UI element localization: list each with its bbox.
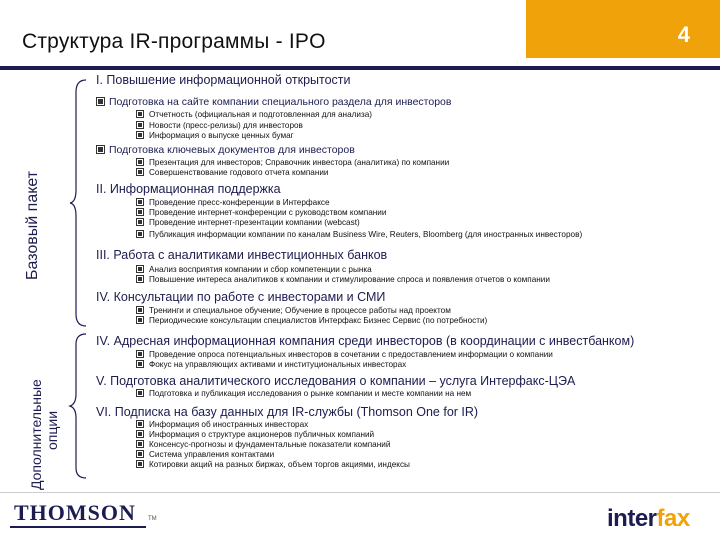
checkbox-bullet-icon — [136, 360, 144, 368]
item-text: Анализ восприятия компании и сбор компетенции с рынка — [149, 265, 372, 274]
section-heading — [96, 73, 351, 87]
checkbox-bullet-icon — [136, 158, 144, 166]
section-heading — [96, 290, 385, 304]
list-item — [136, 168, 329, 177]
checkbox-bullet-icon — [136, 198, 144, 206]
header-divider — [0, 66, 720, 70]
interfax-logo — [607, 505, 690, 533]
checkbox-bullet-icon — [136, 131, 144, 139]
item-text: Проведение интернет-конференции с руководством компании — [149, 208, 387, 217]
list-item — [136, 198, 330, 207]
slide-title: Структура IR-программы - IPO — [22, 30, 326, 53]
item-text: Тренинги и специальное обучение; Обучение в процессе работы над проектом — [149, 306, 451, 315]
optional-label-line2: опции — [44, 410, 60, 450]
list-item — [136, 218, 360, 227]
section-heading — [96, 374, 575, 388]
checkbox-bullet-icon — [96, 97, 105, 106]
list-item — [136, 440, 390, 449]
list-item — [136, 450, 274, 459]
item-text: IV. Адресная информационная компания среди инвесторов (в координации с инвестбанком) — [96, 334, 635, 348]
checkbox-bullet-icon — [136, 275, 144, 283]
checkbox-bullet-icon — [136, 350, 144, 358]
item-text: Подготовка на сайте компании специального раздела для инвесторов — [109, 96, 452, 108]
list-item — [136, 158, 449, 167]
section-heading — [96, 248, 387, 262]
list-item — [136, 275, 550, 284]
checkbox-bullet-icon — [136, 208, 144, 216]
list-item — [136, 121, 303, 130]
item-text: Подготовка и публикация исследования о рынке компании и месте компании на нем — [149, 389, 472, 398]
checkbox-bullet-icon — [136, 420, 144, 428]
checkbox-bullet-icon — [136, 218, 144, 226]
item-text: Котировки акций на разных биржах, объем торгов акциями, индексы — [149, 460, 410, 469]
checkbox-bullet-icon — [136, 230, 144, 238]
item-text: Презентация для инвесторов; Справочник инвестора (аналитика) по компании — [149, 158, 450, 167]
checkbox-bullet-icon — [136, 121, 144, 129]
thomson-logo: THOMSON — [14, 500, 136, 525]
optional-brace — [68, 332, 88, 480]
thomson-logo-underline — [10, 526, 146, 528]
checkbox-bullet-icon — [136, 110, 144, 118]
optional-label-line1: Дополнительные — [28, 379, 44, 490]
checkbox-bullet-icon — [136, 440, 144, 448]
list-item — [136, 110, 372, 119]
item-text: Информация о выпуске ценных бумаг — [149, 131, 294, 140]
list-item — [136, 316, 487, 325]
item-text: Консенсус-прогнозы и фундаментальные показатели компаний — [149, 440, 391, 449]
subsection-heading — [96, 144, 355, 156]
item-text: Публикация информации компании по каналам Business Wire, Reuters, Bloomberg (для иностранных инвесторов) — [149, 230, 583, 239]
item-text: Новости (пресс-релизы) для инвесторов — [149, 121, 303, 130]
item-text: Совершенствование годового отчета компании — [149, 168, 329, 177]
checkbox-bullet-icon — [136, 316, 144, 324]
item-text: Фокус на управляющих активами и институциональных инвесторах — [149, 360, 407, 369]
subsection-heading — [96, 96, 451, 108]
list-item — [136, 389, 471, 398]
list-item — [136, 306, 451, 315]
item-text: Повышение интереса аналитиков к компании и стимулирование спроса и появления отчетов о компании — [149, 275, 550, 284]
checkbox-bullet-icon — [136, 168, 144, 176]
item-text: Проведение интернет-презентации компании (webcast) — [149, 218, 360, 227]
item-text: III. Работа с аналитиками инвестиционных банков — [96, 248, 388, 262]
item-text: Проведение пресс-конференции в Интерфаксе — [149, 198, 330, 207]
item-text: Информация о структуре акционеров публичных компаний — [149, 430, 375, 439]
list-item — [136, 208, 386, 217]
checkbox-bullet-icon — [136, 450, 144, 458]
item-text: V. Подготовка аналитического исследования о компании – услуга Интерфакс-ЦЭА — [96, 374, 576, 388]
section-heading — [96, 334, 634, 348]
list-item — [136, 265, 372, 274]
item-text: Отчетность (официальная и подготовленная для анализа) — [149, 110, 373, 119]
interfax-logo-part1: inter — [607, 505, 657, 532]
list-item — [136, 360, 406, 369]
item-text: Проведение опроса потенциальных инвесторов в сочетании с предоставлением информации о компании — [149, 350, 553, 359]
checkbox-bullet-icon — [136, 460, 144, 468]
item-text: I. Повышение информационной открытости — [96, 73, 351, 87]
section-heading — [96, 405, 478, 419]
item-text: Информация об иностранных инвесторах — [149, 420, 309, 429]
checkbox-bullet-icon — [136, 389, 144, 397]
base-package-label: Базовый пакет — [24, 170, 41, 280]
list-item — [136, 131, 294, 140]
footer-divider — [0, 492, 720, 493]
checkbox-bullet-icon — [96, 145, 105, 154]
item-text: II. Информационная поддержка — [96, 182, 281, 196]
section-heading — [96, 182, 281, 196]
list-item — [136, 350, 553, 359]
list-item — [136, 420, 308, 429]
list-item — [136, 230, 582, 239]
interfax-logo-part2: fax — [656, 505, 690, 532]
checkbox-bullet-icon — [136, 265, 144, 273]
list-item — [136, 460, 410, 469]
slide-number-box — [526, 0, 720, 58]
list-item — [136, 430, 374, 439]
item-text: VI. Подписка на базу данных для IR-службы (Thomson One for IR) — [96, 405, 479, 419]
checkbox-bullet-icon — [136, 306, 144, 314]
item-text: Периодические консультации специалистов Интерфакс Бизнес Сервис (по потребности) — [149, 316, 488, 325]
slide-number: 4 — [677, 22, 690, 47]
trademark-mark: TM — [148, 516, 157, 522]
item-text: Система управления контактами — [149, 450, 275, 459]
item-text: Подготовка ключевых документов для инвесторов — [109, 144, 355, 156]
item-text: IV. Консультации по работе с инвесторами и СМИ — [96, 290, 386, 304]
checkbox-bullet-icon — [136, 430, 144, 438]
base-package-brace — [68, 78, 88, 328]
